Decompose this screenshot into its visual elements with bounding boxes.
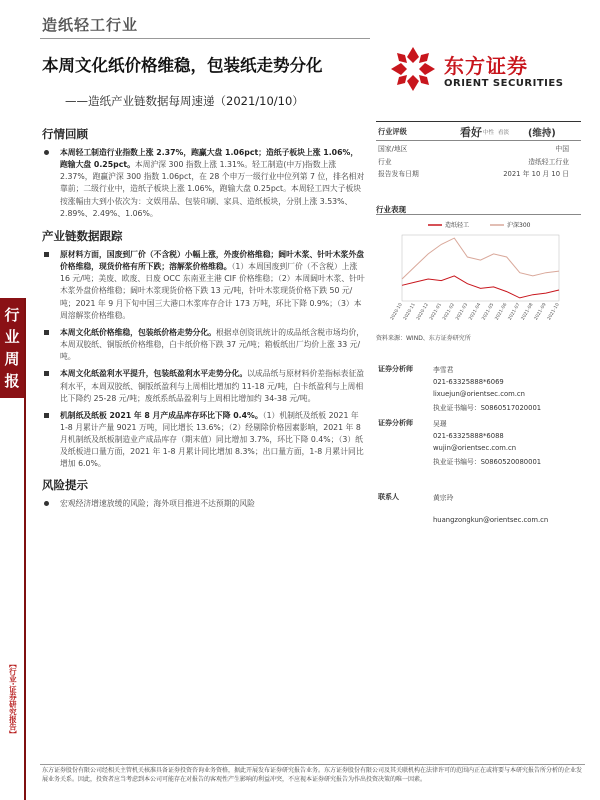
bullet-lead: 本周文化纸盈利水平提升，包装纸盈利水平走势分化。 <box>60 369 248 379</box>
info-row <box>376 154 581 167</box>
bullet-text: 宏观经济增速放缓的风险；海外项目推进不达预期的风险 <box>60 498 255 508</box>
info-label: 国家/地区 <box>378 145 408 153</box>
logo-text-en: ORIENT SECURITIES <box>444 78 564 89</box>
list-item <box>42 249 365 322</box>
contact-name: 黄宗玲 <box>433 494 454 502</box>
x-tick-label: 2021-03 <box>455 302 470 322</box>
analyst-name: 李雪君 <box>433 366 454 374</box>
info-row <box>376 166 581 179</box>
contact-email[interactable]: huangzongkun@orientsec.com.cn <box>433 516 549 524</box>
bullet-icon <box>44 501 49 506</box>
analyst-cert: 执业证书编号：S0860517020001 <box>433 404 542 412</box>
bullet-icon <box>44 150 49 155</box>
info-label: 报告发布日期 <box>378 170 419 178</box>
bullet-text: 根据卓创资讯统计的成品纸含税市场均价，本周双胶纸、铜版纸价格维稳，白卡纸价格下跌 37 元/吨；箱板纸出厂均价上涨 33 元/吨。 <box>60 327 365 362</box>
bullet-icon <box>44 371 49 376</box>
x-tick-label: 2020-11 <box>403 302 417 322</box>
summary-column <box>42 126 365 515</box>
legend-label: 沪深300 <box>507 222 531 229</box>
report-type-vertical <box>4 660 20 740</box>
logo-text-cn: 东方证券 <box>444 54 528 78</box>
info-value: 中国 <box>555 145 569 153</box>
header-divider <box>40 38 370 39</box>
x-tick-label: 2021-05 <box>481 302 496 322</box>
side-tab-word: 报 <box>4 372 20 390</box>
report-subtitle: ——造纸产业链数据每周速递（2021/10/10） <box>65 94 304 108</box>
performance-divider <box>376 214 581 215</box>
analyst-email[interactable]: lixuejun@orientsec.com.cn <box>433 390 525 398</box>
legend-label: 造纸轻工 <box>445 222 470 229</box>
side-tab <box>0 298 24 398</box>
report-type-text: 【行业·证券研究报告】 <box>8 660 18 738</box>
bullet-icon <box>44 330 49 335</box>
rating-hold: (维持) <box>528 128 556 139</box>
list-item <box>42 410 365 471</box>
analyst-role: 证券分析师 <box>378 365 413 373</box>
section-heading-risk: 风险提示 <box>42 477 88 492</box>
bullet-icon <box>44 413 49 418</box>
bullet-text: 以成品纸与原材料价差指标表征盈利水平，本周双胶纸、铜版纸盈利与上周相比增加约 11-18 元/吨，白卡纸盈利与上周相比下降约 25-28 元/吨；废纸系纸品盈利与上周相比增加约 34-38 元/吨。 <box>60 369 365 403</box>
side-tab-word: 业 <box>4 328 20 346</box>
report-title: 本周文化纸价格维稳，包装纸走势分化 <box>42 56 323 75</box>
x-tick-label: 2021-07 <box>507 302 522 322</box>
rating-label: 行业评级 <box>378 127 407 136</box>
x-tick-label: 2021-02 <box>442 302 457 322</box>
analyst-email[interactable]: wujin@orientsec.com.cn <box>433 444 517 452</box>
list-item <box>42 368 365 404</box>
sector-title: 造纸轻工行业 <box>42 16 139 34</box>
bullet-lead: 原材料方面，国废到厂价（不含税）小幅上涨，外废价格维稳；阔叶木浆、针叶木浆外盘价格维稳，现货价格有所下跌；溶解浆价格维稳。 <box>60 249 365 272</box>
disclaimer: 东方证券股份有限公司经相关主管机关核准具备证券投资咨询业务资格，据此开展发布证券研究报告业务。东方证券股份有限公司及其关联机构在法律许可的范围内正在或将要与本研究报告所分析的企业发展业务关系。因此，投资者应当考虑到本公司可能存在对报告的客观性产生影响的利益冲突，不应视本证券研究报告为作出投资决策的唯一因素。 <box>42 767 583 783</box>
x-tick-label: 2021-01 <box>429 302 443 322</box>
list-item <box>42 327 365 363</box>
analyst-role: 证券分析师 <box>378 419 413 427</box>
bullet-text: （1）本周国废到厂价（不含税）上涨 16 元/吨；美废、欧废、日废 OCC 东南亚主港 CIF 价格维稳；（2）本周阔叶木浆、针叶木浆外盘价格维稳；阔叶木浆现货价格下跌 13 元/吨，针叶木浆现货价格下跌 50 元/吨；2021 年 9 月下旬中国三大港口木浆库存合计 173 万吨，环比下降 0.9%；（3）本周溶解浆价格维稳。 <box>60 262 365 320</box>
analyst-phone: 021-63325888*6069 <box>433 378 504 386</box>
bullet-lead: 本周轻工制造行业指数上涨 2.37%，跑赢大盘 1.06pct；造纸子板块上涨 1.06%，跑输大盘 0.25pct。 <box>60 148 359 170</box>
side-tab-word: 行 <box>4 306 20 324</box>
x-tick-label: 2021-08 <box>520 302 535 322</box>
bullet-text: 本周沪深 300 指数上涨 1.31%。轻工制造(中万)指数上涨 2.37%，跑赢沪深 300 指数 1.06pct，在 28 个申万一级行业中位列第 7 位，排名相对靠前；二级行业中，造纸子板块上涨 1.06%，跑输大盘 0.25pct。本周轻工四大子板块按涨幅由大到小依次为：文娱用品、包装印刷、家具、造纸板块，分别上涨 3.53%、2.89%、2.49%、1.06%。 <box>60 160 365 218</box>
x-tick-label: 2021-04 <box>468 302 483 322</box>
chart-frame <box>402 235 559 301</box>
analyst-phone: 021-63325888*6088 <box>433 432 504 440</box>
contact-role: 联系人 <box>378 493 399 501</box>
bullet-icon <box>44 252 49 257</box>
section-heading-market: 行情回顾 <box>42 127 88 141</box>
performance-chart <box>389 217 563 327</box>
bullet-lead: 本周文化纸价格维稳，包装纸价格走势分化。 <box>60 327 216 337</box>
series-line <box>402 238 559 279</box>
x-tick-label: 2020-10 <box>389 302 404 322</box>
x-tick-label: 2021-10 <box>546 302 561 322</box>
analyst-name: 吴璟 <box>433 420 447 428</box>
rating-option: 中性 <box>483 130 495 136</box>
section-heading-chain: 产业链数据跟踪 <box>42 228 123 243</box>
side-tab-word: 周 <box>4 350 20 368</box>
info-value: 2021 年 10 月 10 日 <box>503 170 569 178</box>
logo-mark-icon <box>388 44 438 94</box>
orient-securities-logo <box>388 44 588 104</box>
rating-panel <box>376 121 581 179</box>
x-tick-label: 2020-12 <box>416 302 430 322</box>
footer-divider <box>40 764 585 765</box>
series-line <box>402 276 559 298</box>
bullet-text: （1）机制纸及纸板 2021 年 1-8 月累计产量 9021 万吨，同比增长 13.6%；（2）经剔除价格因素影响，2021 年 8 月机制纸及纸板制造业产成品库存（期末值）同比增加 3.7%，环比下降 0.4%；（3）纸及纸板进口量方面，2021 年 1-8 月累计同比增加 8.3%；出口量方面，1-8 月累计同比增加 6.0%。 <box>60 410 364 469</box>
analyst-cert: 执业证书编号：S0860520080001 <box>433 458 542 466</box>
performance-heading: 行业表现 <box>376 205 406 214</box>
x-tick-label: 2021-06 <box>494 302 509 322</box>
list-item <box>42 498 365 510</box>
rating-value: 看好 <box>460 126 482 139</box>
rating-row <box>376 121 581 141</box>
info-value: 造纸轻工行业 <box>528 157 569 166</box>
bullet-lead: 机制纸及纸板 2021 年 8 月产成品库存环比下降 0.4%。 <box>60 410 263 420</box>
x-tick-label: 2021-09 <box>533 302 548 322</box>
rating-option: 看淡 <box>498 130 510 136</box>
list-item <box>42 147 365 220</box>
info-label: 行业 <box>378 157 392 166</box>
info-row <box>376 141 581 154</box>
chart-source: 资料来源：WIND、东方证券研究所 <box>376 335 471 342</box>
